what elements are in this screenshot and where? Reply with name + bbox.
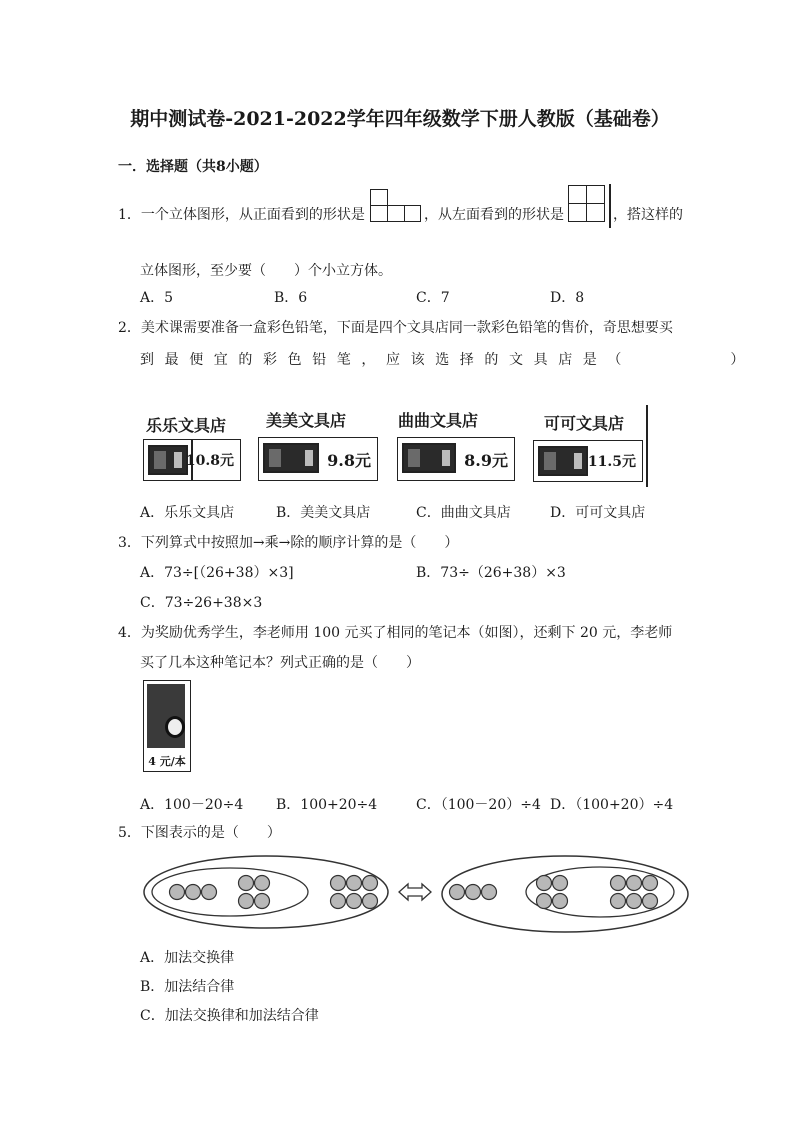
q4-option-c[interactable]: C．（100－20）÷4 bbox=[416, 797, 541, 813]
q3-option-b[interactable]: B．73÷（26+38）×3 bbox=[416, 565, 566, 581]
q5-option-a[interactable]: A．加法交换律 bbox=[140, 950, 235, 966]
q1-text-line2: 立体图形，至少要（ ）个小立方体。 bbox=[140, 263, 392, 279]
shop-price: 11.5元 bbox=[587, 454, 636, 470]
q1-option-c[interactable]: C．7 bbox=[416, 290, 450, 306]
q1-option-a[interactable]: A．5 bbox=[140, 290, 174, 306]
q1-option-b[interactable]: B．6 bbox=[274, 290, 308, 306]
shop-price: 10.8元 bbox=[185, 453, 234, 469]
pencil-box-image bbox=[148, 445, 188, 475]
q3-option-a[interactable]: A．73÷[（26+38）×3] bbox=[140, 565, 294, 581]
q4-text-line2: 买了几本这种笔记本？列式正确的是（ ） bbox=[140, 655, 420, 671]
q5-text-line1: 5．下图表示的是（ ） bbox=[118, 825, 281, 841]
q3-option-c[interactable]: C．73÷26+38×3 bbox=[140, 595, 263, 611]
pencil-box-image bbox=[402, 443, 456, 473]
associative-law-diagram bbox=[140, 852, 690, 936]
q1-text-part2: ，从左面看到的形状是 bbox=[424, 207, 564, 223]
shop-price: 8.9元 bbox=[464, 451, 508, 470]
q1-text-part1: 1．一个立体图形，从正面看到的形状是 bbox=[118, 207, 365, 223]
shop-name: 美美文具店 bbox=[266, 411, 347, 430]
pencil-box-image bbox=[538, 446, 588, 476]
shop-name: 曲曲文具店 bbox=[398, 411, 479, 430]
notebook-image bbox=[143, 680, 191, 772]
shop-price: 9.8元 bbox=[327, 451, 371, 470]
q4-option-b[interactable]: B．100+20÷4 bbox=[276, 797, 378, 813]
q2-text-line2: 到最便宜的彩色铅笔，应该选择的文具店是（ ） bbox=[140, 352, 755, 368]
section-heading: 一．选择题（共8小题） bbox=[118, 159, 268, 175]
q1-text-part3: ，搭这样的 bbox=[613, 207, 683, 223]
shop-name: 可可文具店 bbox=[544, 414, 625, 433]
q4-option-d[interactable]: D．（100+20）÷4 bbox=[550, 797, 674, 813]
q2-option-d[interactable]: D．可可文具店 bbox=[550, 505, 646, 521]
pencil-box-image bbox=[263, 443, 319, 473]
q5-option-c[interactable]: C．加法交换律和加法结合律 bbox=[140, 1008, 319, 1024]
q3-text-line1: 3．下列算式中按照加→乘→除的顺序计算的是（ ） bbox=[118, 535, 459, 551]
q2-text-line1: 2．美术课需要准备一盒彩色铅笔，下面是四个文具店同一款彩色铅笔的售价，奇思想要买 bbox=[118, 320, 673, 336]
q4-option-a[interactable]: A．100－20÷4 bbox=[140, 797, 244, 813]
q4-text-line1: 4．为奖励优秀学生，李老师用 100 元买了相同的笔记本（如图），还剩下 20 元，李老师 bbox=[118, 625, 673, 641]
notebook-price: 4 元/本 bbox=[148, 755, 186, 768]
q2-option-a[interactable]: A．乐乐文具店 bbox=[140, 505, 235, 521]
page-title: 期中测试卷-2021-2022学年四年级数学下册人教版（基础卷） bbox=[130, 108, 670, 130]
q1-option-d[interactable]: D．8 bbox=[550, 290, 585, 306]
shop-name: 乐乐文具店 bbox=[146, 416, 227, 435]
q2-option-c[interactable]: C．曲曲文具店 bbox=[416, 505, 511, 521]
q5-option-b[interactable]: B．加法结合律 bbox=[140, 979, 235, 995]
q2-option-b[interactable]: B．美美文具店 bbox=[276, 505, 371, 521]
